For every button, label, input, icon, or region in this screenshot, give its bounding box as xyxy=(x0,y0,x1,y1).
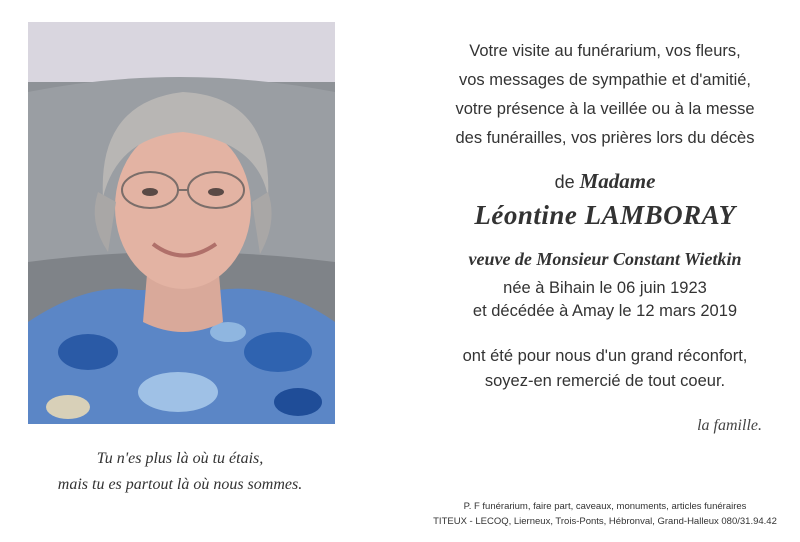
footer-line-2: TITEUX - LECOQ, Lierneux, Trois-Ponts, Hébronval, Grand-Halleux 080/31.94.42 xyxy=(433,516,777,527)
de-label: de xyxy=(554,172,575,192)
message-line-2: vos messages de sympathie et d'amitié, xyxy=(458,71,752,89)
quote-line-1: Tu n'es plus là où tu étais, xyxy=(96,450,264,467)
portrait-photo xyxy=(28,22,335,424)
message-line-4: des funérailles, vos prières lors du décès xyxy=(455,129,755,147)
message-line-3: votre présence à la veillée ou à la messe xyxy=(455,100,755,118)
signature: la famille. xyxy=(697,417,762,434)
footer-line-1: P. F funérarium, faire part, caveaux, monuments, articles funéraires xyxy=(463,501,747,512)
deceased-title-line xyxy=(420,169,790,194)
birth-line: née à Bihain le 06 juin 1923 xyxy=(503,279,707,297)
portrait-illustration xyxy=(28,22,335,424)
title-madame: Madame xyxy=(579,169,656,193)
death-line: et décédée à Amay le 12 mars 2019 xyxy=(472,302,738,320)
thanks-line-2: soyez-en remercié de tout coeur. xyxy=(484,372,726,390)
widow-line: veuve de Monsieur Constant Wietkin xyxy=(468,249,742,269)
quote-line-2: mais tu es partout là où nous sommes. xyxy=(57,476,303,493)
thanks-line-1: ont été pour nous d'un grand réconfort, xyxy=(462,347,748,365)
message-line-1: Votre visite au funérarium, vos fleurs, xyxy=(469,42,741,60)
deceased-name: Léontine LAMBORAY xyxy=(474,200,736,230)
